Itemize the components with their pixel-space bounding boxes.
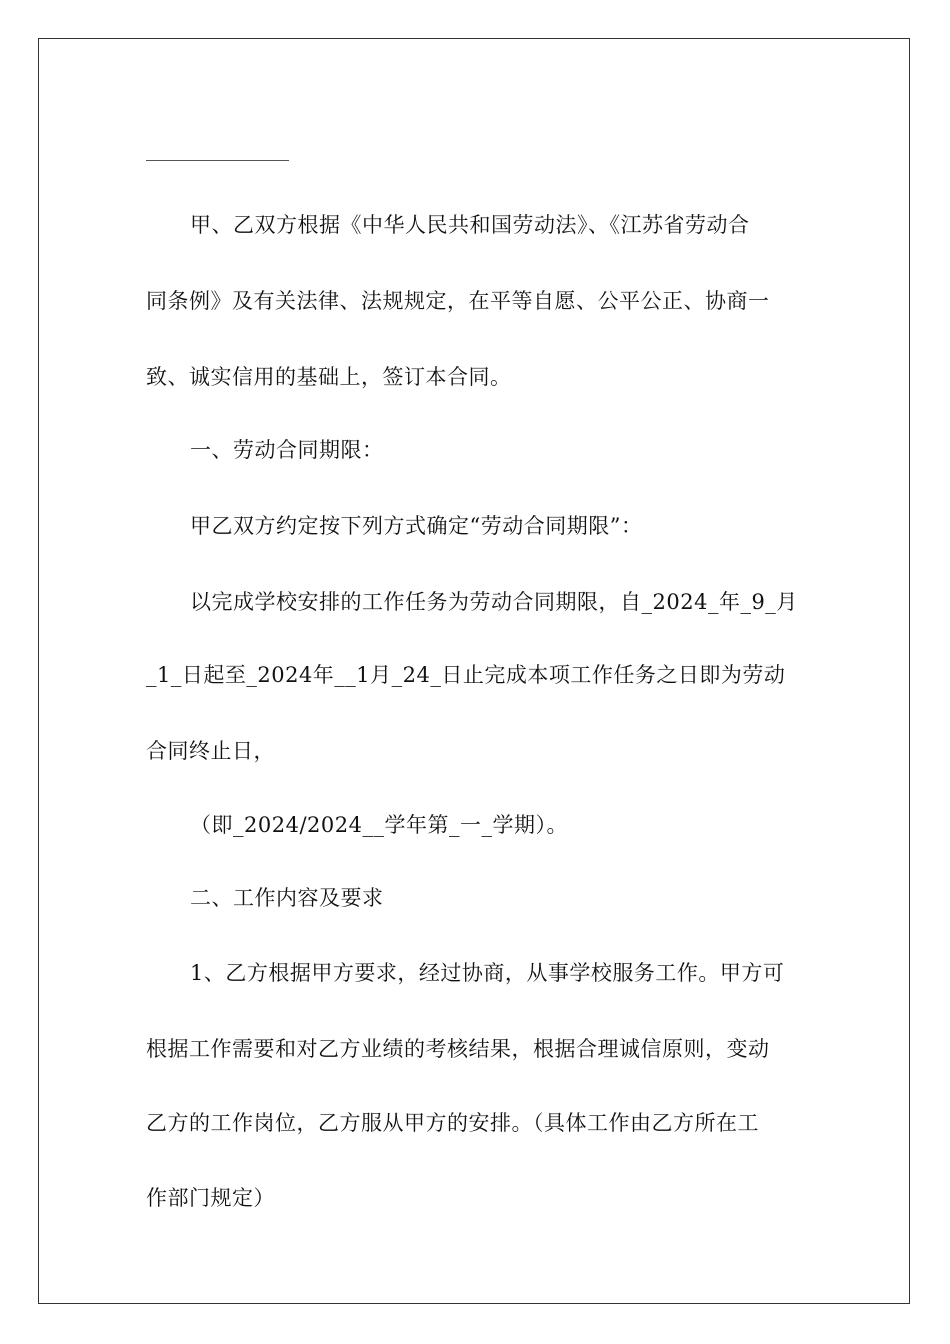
- paragraph-intro-line-3: 致、诚实信用的基础上，签订本合同。: [146, 365, 512, 389]
- term-period-line-3: 合同终止日，: [146, 739, 275, 763]
- term-period-line-2: _1_日起至_2024年__1月_24_日止完成本项工作任务之日即为劳动: [146, 663, 786, 687]
- blank-underline: [146, 160, 289, 161]
- clause-1-line-2: 根据工作需要和对乙方业绩的考核结果，根据合理诚信原则，变动: [146, 1037, 770, 1061]
- clause-1-line-4: 作部门规定）: [146, 1186, 275, 1210]
- section-2-heading: 二、工作内容及要求: [190, 886, 384, 910]
- clause-1-line-1: 1、乙方根据甲方要求，经过协商，从事学校服务工作。甲方可: [190, 961, 785, 985]
- school-term-line: （即_2024/2024__学年第_一_学期）。: [190, 813, 568, 837]
- paragraph-intro-line-1: 甲、乙双方根据《中华人民共和国劳动法》、《江苏省劳动合: [190, 213, 750, 237]
- term-method-line: 甲乙双方约定按下列方式确定“劳动合同期限”：: [190, 514, 643, 538]
- section-1-heading: 一、劳动合同期限：: [190, 438, 384, 462]
- paragraph-intro-line-2: 同条例》及有关法律、法规规定，在平等自愿、公平公正、协商一: [146, 289, 770, 313]
- clause-1-line-3: 乙方的工作岗位，乙方服从甲方的安排。（具体工作由乙方所在工: [146, 1111, 759, 1135]
- term-period-line-1: 以完成学校安排的工作任务为劳动合同期限，自_2024_年_9_月: [190, 590, 798, 614]
